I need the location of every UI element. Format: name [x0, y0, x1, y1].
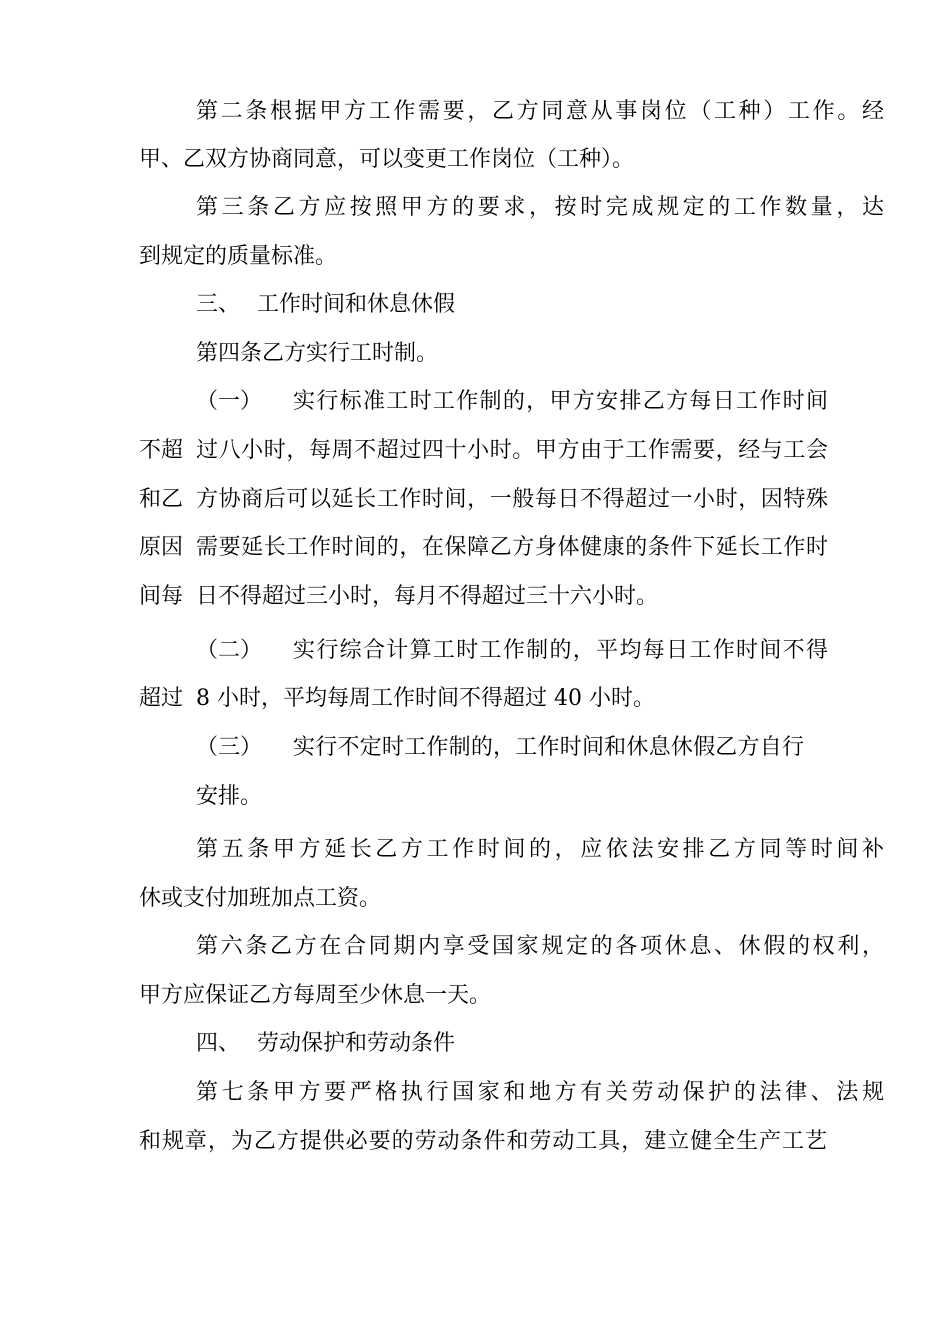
item-1-line-3: 方协商后可以延长工作时间，一般每日不得超过一小时，因特殊 [196, 487, 828, 512]
item-3-line-2: 安排。 [196, 784, 263, 809]
section-4-number: 四、 [196, 1031, 241, 1056]
item-1-marker: （一） [196, 389, 263, 414]
item-2-marker: （二） [196, 638, 263, 663]
article-3-line-1: 第三条乙方应按照甲方的要求，按时完成规定的工作数量，达 [196, 195, 884, 220]
item-3-line-1: 实行不定时工作制的，工作时间和休息休假乙方自行 [293, 735, 804, 760]
article-5-line-1: 第五条甲方延长乙方工作时间的，应依法安排乙方同等时间补 [196, 837, 884, 862]
article-6-line-2: 甲方应保证乙方每周至少休息一天。 [139, 983, 492, 1008]
item-1-line-3-prefix: 和乙 [139, 487, 184, 512]
item-1-line-5: 日不得超过三小时，每月不得超过三十六小时。 [196, 584, 659, 609]
item-2-line-2: 8 小时，平均每周工作时间不得超过 40 小时。 [196, 686, 655, 711]
article-7-line-1: 第七条甲方要严格执行国家和地方有关劳动保护的法律、法规 [196, 1080, 884, 1105]
article-6-line-1: 第六条乙方在合同期内享受国家规定的各项休息、休假的权利， [196, 934, 884, 959]
item-1-line-4-prefix: 原因 [139, 535, 184, 560]
item-1-line-1: 实行标准工时工作制的，甲方安排乙方每日工作时间 [293, 389, 828, 414]
article-4-line: 第四条乙方实行工时制。 [196, 341, 439, 366]
section-4-heading: 劳动保护和劳动条件 [257, 1031, 456, 1056]
item-1-line-5-prefix: 间每 [139, 584, 184, 609]
section-3-heading: 工作时间和休息休假 [257, 292, 456, 317]
article-2-line-2: 甲、乙双方协商同意，可以变更工作岗位（工种）。 [139, 147, 635, 172]
article-2-line-1: 第二条根据甲方工作需要，乙方同意从事岗位（工种）工作。经 [196, 99, 884, 124]
item-2-line-2-prefix: 超过 [139, 686, 184, 711]
section-3-number: 三、 [196, 292, 241, 317]
item-2-line-1: 实行综合计算工时工作制的，平均每日工作时间不得 [293, 638, 828, 663]
article-3-line-2: 到规定的质量标准。 [139, 244, 338, 269]
item-3-marker: （三） [196, 735, 263, 760]
item-1-line-2-prefix: 不超 [139, 438, 184, 463]
article-7-line-2: 和规章，为乙方提供必要的劳动条件和劳动工具，建立健全生产工艺 [139, 1129, 827, 1154]
item-1-line-2: 过八小时，每周不超过四十小时。甲方由于工作需要，经与工会 [196, 438, 828, 463]
article-5-line-2: 休或支付加班加点工资。 [139, 886, 382, 911]
item-1-line-4: 需要延长工作时间的，在保障乙方身体健康的条件下延长工作时 [196, 535, 828, 560]
